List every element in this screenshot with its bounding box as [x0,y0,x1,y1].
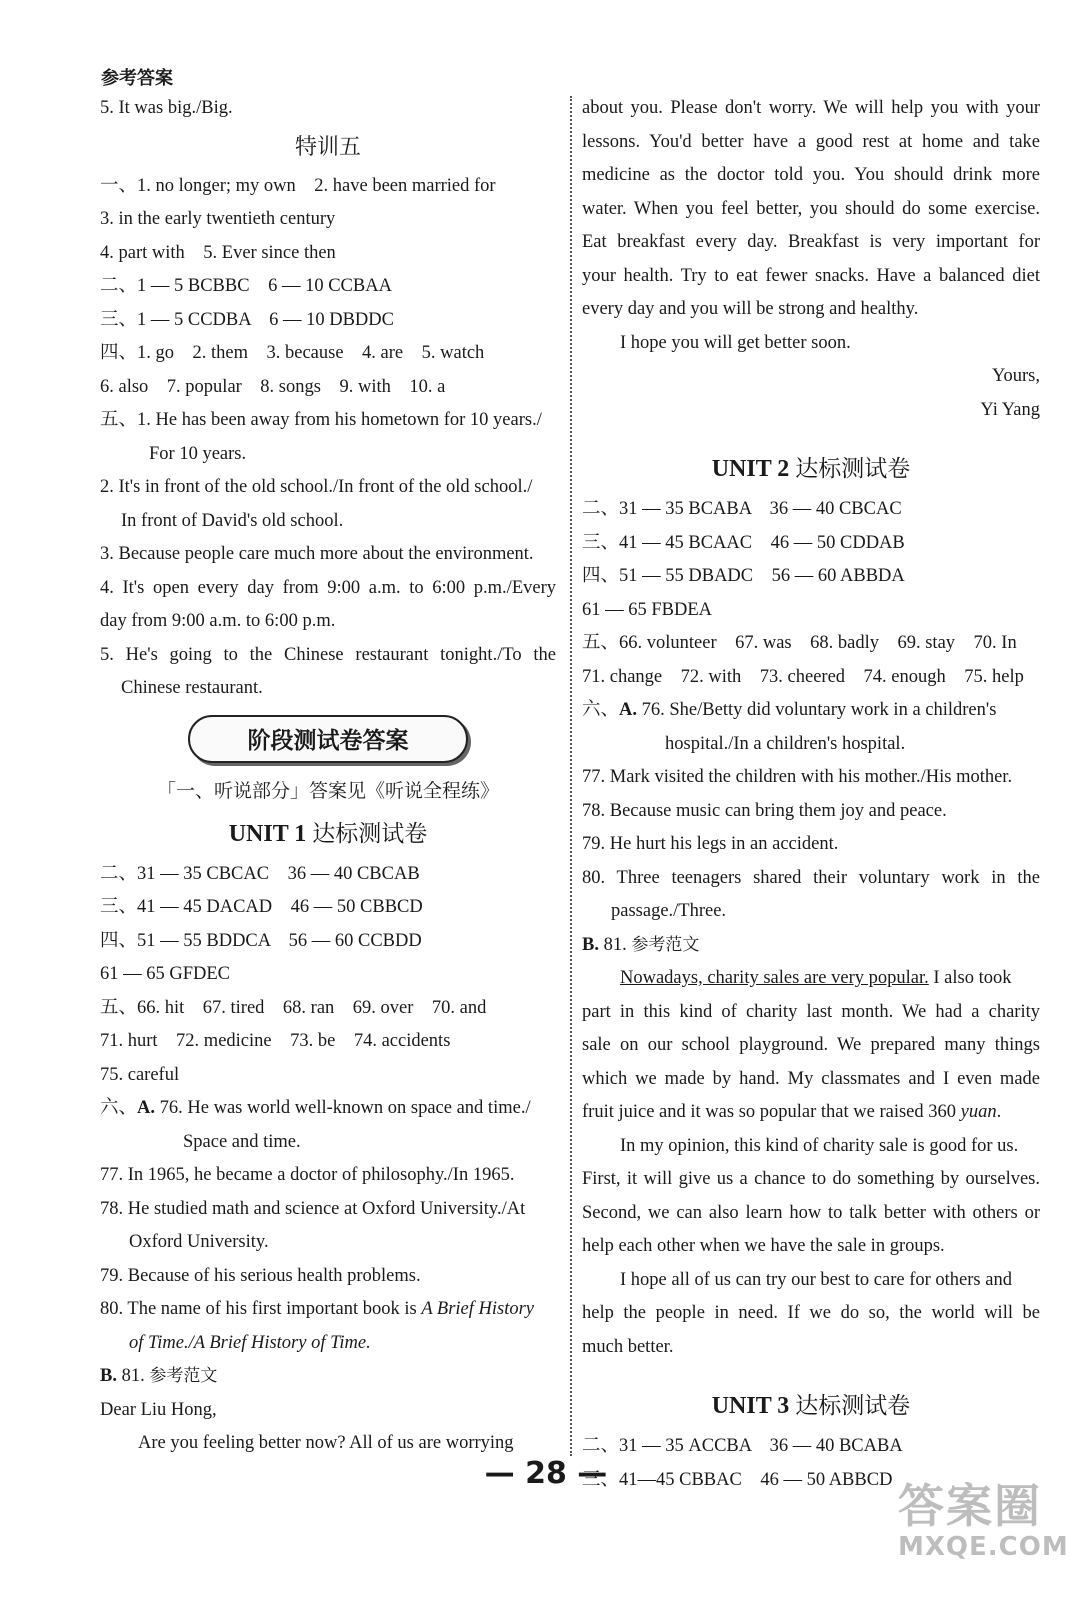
page-number: — 28 — [484,1456,608,1491]
answer-line: For 10 years. [149,443,247,464]
answer-line: 4. It's open every day from 9:00 a.m. to 6:00 p.m./Every [100,577,556,598]
answer-line: 五、66. volunteer 67. was 68. badly 69. stay 70. In [582,633,1017,653]
watermark-logo [898,1470,1068,1580]
essay-line: I hope all of us can try our best to care for others and [620,1269,1012,1290]
essay-text: I also took [928,968,1012,988]
answer-line [100,1092,556,1126]
six-prefix: 六、 [100,1098,138,1118]
letter-line: medicine as the doctor told you. You should drink more [582,165,1040,185]
sample-essay-label: 参考范文 [149,1366,218,1386]
answer-line: 71. change 72. with 73. cheered 74. enough 75. help [582,666,1024,687]
answer-line: Chinese restaurant. [121,678,263,698]
answer-line [582,929,1040,963]
essay-line: help the people in need. If we do so, the world will be [582,1303,1040,1323]
essay-italic-word: yuan [960,1102,997,1122]
answer-line: 五、1. He has been away from his hometown for 10 years./ [100,410,542,430]
letter-line: Eat breakfast every day. Breakfast is very important for [582,232,1040,252]
column-divider [570,96,572,1456]
part-a-label: A. [137,1098,156,1118]
letter-closing: Yours, [992,366,1040,386]
answer-line: 三、41 — 45 BCAAC 46 — 50 CDDAB [582,532,905,553]
essay-line: sale on our school playground. We prepared many things [582,1035,1040,1055]
answer-line: 3. in the early twentieth century [100,209,336,229]
answer-line: 75. careful [100,1064,180,1085]
answer-line: 61 — 65 GFDEC [100,964,231,984]
letter-line: your health. Try to eat fewer snacks. Have a balanced diet [582,265,1040,286]
letter-signature: Yi Yang [980,399,1040,420]
answer-line: 4. part with 5. Ever since then [100,242,336,263]
answer-76: 76. He was world well-known on space and time./ [155,1098,531,1118]
unit1-title [100,810,556,858]
letter-line: every day and you will be strong and healthy. [582,299,919,319]
answer-line: 78. He studied math and science at Oxford University./At [100,1198,526,1219]
unit1-title-cn: 达标测试卷 [312,820,428,847]
essay-line: First, it will give us a chance to do something by ourselves. [582,1169,1040,1189]
answer-line: day from 9:00 a.m. to 6:00 p.m. [100,611,336,631]
letter-line: Are you feeling better now? All of us are worrying [138,1433,514,1453]
unit3-title-en: UNIT 3 [711,1393,790,1419]
watermark-bottom: MXQE.COM [898,1532,1069,1562]
part-a-label: A. [619,700,638,720]
answer-line: 3. Because people care much more about the environment. [100,544,534,564]
answer-line [582,694,1040,728]
answer-line: 一、1. no longer; my own 2. have been married for [100,175,496,196]
answer-line: 三、1 — 5 CCDBA 6 — 10 DBDDC [100,309,394,330]
answer-line: 三、41 — 45 DACAD 46 — 50 CBBCD [100,897,423,917]
letter-line: I hope you will get better soon. [620,332,851,353]
essay-line: help each other when we have the sale in groups. [582,1236,945,1256]
answer-line: 二、1 — 5 BCBBC 6 — 10 CCBAA [100,276,392,296]
unit2-title [582,445,1040,493]
answer-line: 5. He's going to the Chinese restaurant tonight./To the [100,644,556,665]
essay-line: In my opinion, this kind of charity sale is good for us. [620,1135,1019,1156]
essay-line: part in this kind of charity last month. We had a charity [582,1001,1040,1022]
section-title-texun5: 特训五 [294,134,361,160]
answer-line: hospital./In a children's hospital. [665,733,906,754]
answer-line: 四、51 — 55 DBADC 56 — 60 ABBDA [582,566,905,586]
essay-line: which we made by hand. My classmates and I even made [582,1068,1040,1089]
answer-line: 79. He hurt his legs in an accident. [582,834,839,854]
answer-line: Oxford University. [129,1232,269,1252]
letter-line: water. When you feel better, you should do some exercise. [582,198,1040,219]
unit2-title-en: UNIT 2 [711,456,790,482]
answer-76: 76. She/Betty did voluntary work in a children's [637,700,997,720]
essay-text: fruit juice and it was so popular that we raised 360 [582,1102,961,1122]
essay-line: Second, we can also learn how to talk better with others or [582,1202,1040,1223]
answer-line: In front of David's old school. [121,510,344,531]
essay-line [582,962,1040,996]
sample-essay-label: 参考范文 [631,934,700,955]
unit2-title-cn: 达标测试卷 [795,456,911,482]
question-81: 81. [116,1366,150,1386]
unit3-title [582,1382,1040,1430]
letter-line: about you. Please don't worry. We will help you with your [582,98,1040,118]
spacer [582,427,1040,445]
letter-salutation: Dear Liu Hong, [100,1399,217,1420]
answer-line: 二、31 — 35 CBCAC 36 — 40 CBCAB [100,863,420,884]
unit1-title-en: UNIT 1 [228,820,307,847]
answer-line: 71. hurt 72. medicine 73. be 74. accidents [100,1031,451,1051]
essay-line: much better. [582,1336,674,1357]
answer-line: 61 — 65 FBDEA [582,599,713,620]
answer-line [100,1327,556,1361]
answer-line: 77. In 1965, he became a doctor of philosophy./In 1965. [100,1165,515,1185]
answer-line: 5. It was big./Big. [100,98,233,118]
answer-line: 二、31 — 35 BCABA 36 — 40 CBCAC [582,499,902,519]
answer-line: 二、31 — 35 ACCBA 36 — 40 BCABA [582,1436,903,1456]
answer-line: 三、41—45 CBBAC 46 — 50 ABBCD [582,1469,893,1490]
part-b-label: B. [100,1366,117,1386]
right-column [582,92,1040,1497]
answer-line: 78. Because music can bring them joy and peace. [582,800,947,821]
answer-line: passage./Three. [611,901,727,921]
page-header: 参考答案 [101,68,173,89]
watermark-top: 答案圈 [898,1479,1042,1533]
answer-line [100,1293,556,1327]
answer-line: 77. Mark visited the children with his mother./His mother. [582,767,1013,787]
stage-title-wrap [100,706,556,772]
answer-line: 四、51 — 55 BDDCA 56 — 60 CCBDD [100,930,422,951]
answer-line: 80. Three teenagers shared their voluntary work in the [582,867,1040,888]
book-title-italic: A Brief History [421,1299,535,1319]
essay-line [582,1096,1040,1130]
stage-title-pill: 阶段测试卷答案 [188,715,468,763]
answer-line: 四、1. go 2. them 3. because 4. are 5. watch [100,343,485,363]
answer-80-text: 80. The name of his first important book is [100,1299,422,1319]
essay-topic-sentence: Nowadays, charity sales are very popular. [620,968,929,988]
answer-line: 五、66. hit 67. tired 68. ran 69. over 70. and [100,997,487,1018]
answer-line: 6. also 7. popular 8. songs 9. with 10. a [100,376,446,397]
left-column [100,92,556,1461]
letter-line: lessons. You'd better have a good rest at home and take [582,131,1040,152]
answer-line: Space and time. [183,1131,301,1152]
part-b-label: B. [582,934,599,955]
question-81: 81. [598,934,632,955]
answer-line: 2. It's in front of the old school./In front of the old school./ [100,477,533,497]
essay-text: . [996,1102,1002,1122]
answer-line: 79. Because of his serious health problems. [100,1265,421,1286]
unit3-title-cn: 达标测试卷 [795,1393,911,1419]
spacer [582,1364,1040,1382]
answer-line [100,1360,556,1394]
book-title-italic: of Time./A Brief History of Time. [129,1332,371,1353]
six-prefix: 六、 [582,700,620,720]
listening-note: 「一、听说部分」答案见《听说全程练》 [156,779,499,802]
